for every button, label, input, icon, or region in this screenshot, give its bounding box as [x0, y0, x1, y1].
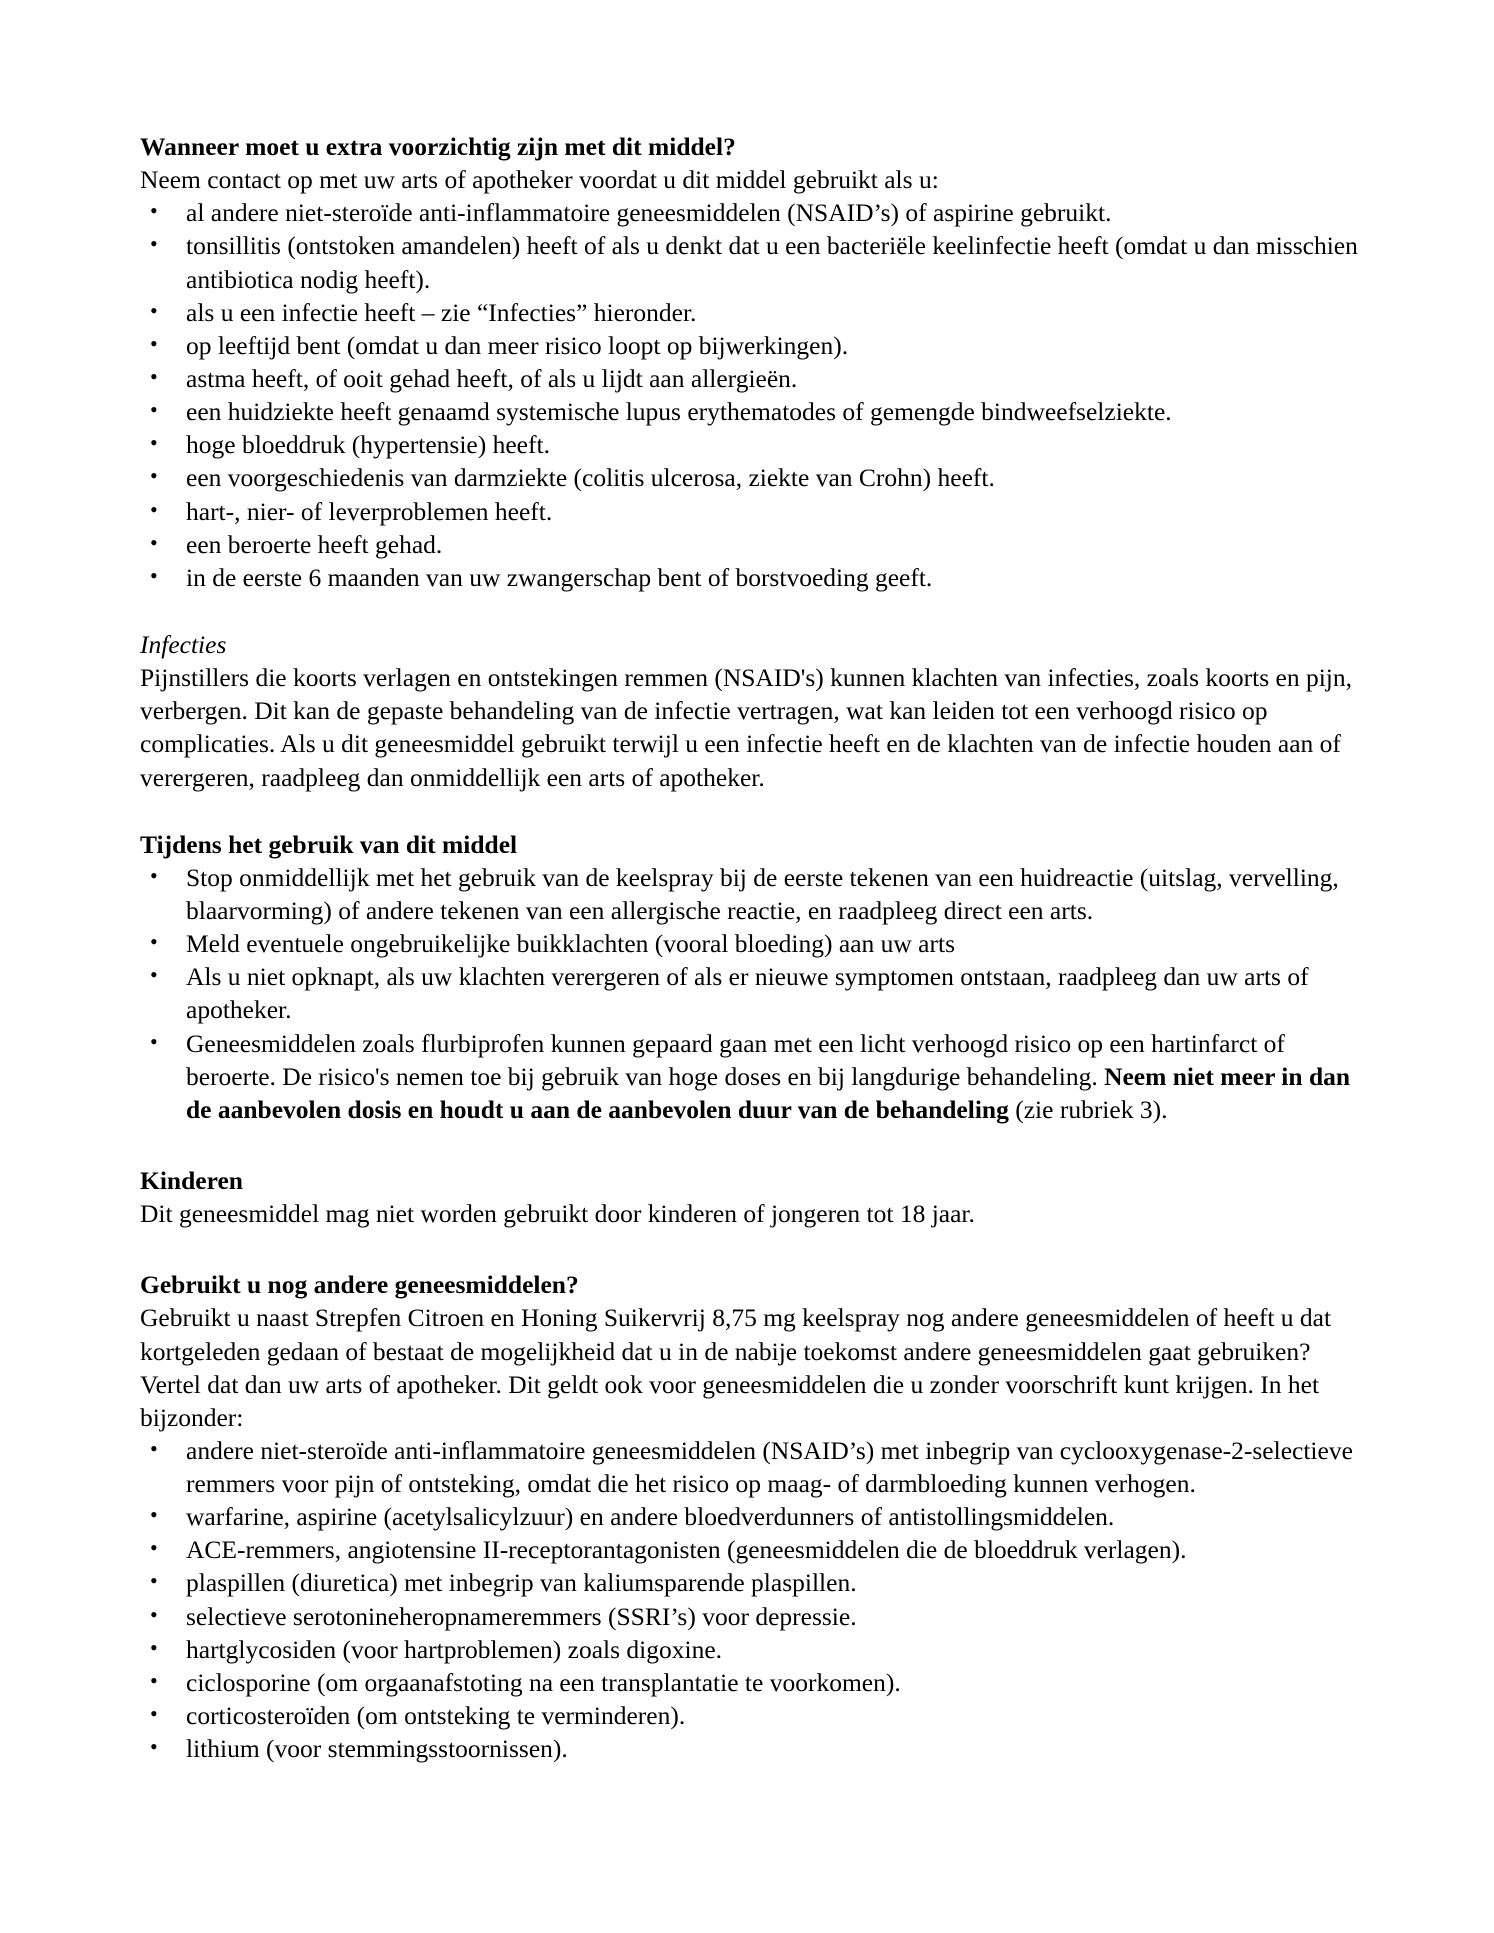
section-heading-andere-geneesmiddelen: Gebruikt u nog andere geneesmiddelen?: [140, 1270, 579, 1300]
bullet-list-andere-geneesmiddelen: [140, 1434, 1365, 1765]
section-heading-tijdens-gebruik: Tijdens het gebruik van dit middel: [140, 829, 518, 859]
bullet-text-bold: Neem niet meer in dan de aanbevolen dosis en houdt u aan de aanbevolen duur van de behandeling: [186, 1061, 1351, 1124]
paragraph-andere-geneesmiddelen: Gebruikt u naast Strepfen Citroen en Honing Suikervrij 8,75 mg keelspray nog andere geneesmiddelen of heeft u dat kortgeleden gedaan of bestaat de mogelijkheid dat u in de nabije toekomst andere geneesmiddelen gaat gebruiken? Vertel dat dan uw arts of apotheker. Dit geldt ook voor geneesmiddelen die u zonder voorschrift kunt krijgen. In het bijzonder:: [140, 1303, 1332, 1432]
list-item: • een huidziekte heeft genaamd systemische lupus erythematodes of gemengde bindweefselziekte.: [140, 395, 1365, 428]
list-item: • andere niet-steroïde anti-inflammatoire geneesmiddelen (NSAID’s) met inbegrip van cyclooxygenase-2-selectieve remmers voor pijn of ontsteking, omdat die het risico op maag- of darmbloeding kunnen verhogen.: [140, 1434, 1365, 1500]
section-heading-infecties: Infecties: [140, 629, 227, 659]
list-item: • een beroerte heeft gehad.: [140, 528, 1365, 561]
bullet-text-after-bold: (zie rubriek 3).: [1008, 1094, 1168, 1124]
section-spacer: [140, 1126, 1365, 1164]
section-spacer: [140, 794, 1365, 828]
list-item: • hartglycosiden (voor hartproblemen) zoals digoxine.: [140, 1633, 1365, 1666]
list-item: • op leeftijd bent (omdat u dan meer risico loopt op bijwerkingen).: [140, 329, 1365, 362]
paragraph-kinderen: Dit geneesmiddel mag niet worden gebruikt door kinderen of jongeren tot 18 jaar.: [140, 1199, 975, 1229]
bullet-text-before-bold: Geneesmiddelen zoals flurbiprofen kunnen gepaard gaan met een licht verhoogd risico op een hartinfarct of beroerte. De risico's nemen toe bij gebruik van hoge doses en bij langdurige behandeling.: [186, 1028, 1285, 1091]
list-item: • al andere niet-steroïde anti-inflammatoire geneesmiddelen (NSAID’s) of aspirine gebruikt.: [140, 196, 1365, 229]
section-spacer: [140, 594, 1365, 628]
list-item: • ACE-remmers, angiotensine II-receptorantagonisten (geneesmiddelen die de bloeddruk verlagen).: [140, 1533, 1365, 1566]
section-heading-extra-voorzichtig: Wanneer moet u extra voorzichtig zijn met dit middel?: [140, 132, 736, 161]
section-heading-kinderen: Kinderen: [140, 1165, 243, 1195]
document-content: [140, 130, 1365, 1765]
list-item-hartinfarct: [140, 1027, 1365, 1126]
paragraph-infecties: Pijnstillers die koorts verlagen en ontstekingen remmen (NSAID's) kunnen klachten van infecties, zoals koorts en pijn, verbergen. Dit kan de gepaste behandeling van de infectie vertragen, wat kan leiden tot een verhoogd risico op complicaties. Als u dit geneesmiddel gebruikt terwijl u een infectie heeft en de klachten van de infectie houden aan of verergeren, raadpleeg dan onmiddellijk een arts of apotheker.: [140, 663, 1353, 792]
section-spacer: [140, 1230, 1365, 1268]
list-item: • ciclosporine (om orgaanafstoting na een transplantatie te voorkomen).: [140, 1666, 1365, 1699]
list-item: • als u een infectie heeft – zie “Infecties” hieronder.: [140, 296, 1365, 329]
list-item: • in de eerste 6 maanden van uw zwangerschap bent of borstvoeding geeft.: [140, 561, 1365, 594]
list-item: • Als u niet opknapt, als uw klachten verergeren of als er nieuwe symptomen ontstaan, raadpleeg dan uw arts of apotheker.: [140, 960, 1365, 1026]
list-item: • Meld eventuele ongebruikelijke buikklachten (vooral bloeding) aan uw arts: [140, 927, 1365, 960]
list-item: • warfarine, aspirine (acetylsalicylzuur) en andere bloedverdunners of antistollingsmiddelen.: [140, 1500, 1365, 1533]
list-item: • hoge bloeddruk (hypertensie) heeft.: [140, 428, 1365, 461]
list-item: • hart-, nier- of leverproblemen heeft.: [140, 495, 1365, 528]
list-item: • een voorgeschiedenis van darmziekte (colitis ulcerosa, ziekte van Crohn) heeft.: [140, 461, 1365, 494]
intro-extra-voorzichtig: Neem contact op met uw arts of apotheker voordat u dit middel gebruikt als u:: [140, 165, 939, 195]
list-item: • corticosteroïden (om ontsteking te verminderen).: [140, 1699, 1365, 1732]
list-item: • plaspillen (diuretica) met inbegrip van kaliumsparende plaspillen.: [140, 1566, 1365, 1599]
list-item: • Stop onmiddellijk met het gebruik van de keelspray bij de eerste tekenen van een huidreactie (uitslag, vervelling, blaarvorming) of andere tekenen van een allergische reactie, en raadpleeg direct een arts.: [140, 861, 1365, 927]
list-item: • lithium (voor stemmingsstoornissen).: [140, 1732, 1365, 1765]
list-item: • tonsillitis (ontstoken amandelen) heeft of als u denkt dat u een bacteriële keelinfectie heeft (omdat u dan misschien antibiotica nodig heeft).: [140, 229, 1365, 295]
list-item: • astma heeft, of ooit gehad heeft, of als u lijdt aan allergieën.: [140, 362, 1365, 395]
bullet-list-extra-voorzichtig: [140, 196, 1365, 594]
bullet-list-tijdens-gebruik: [140, 861, 1365, 1126]
list-item: • selectieve serotonineheropnameremmers (SSRI’s) voor depressie.: [140, 1600, 1365, 1633]
